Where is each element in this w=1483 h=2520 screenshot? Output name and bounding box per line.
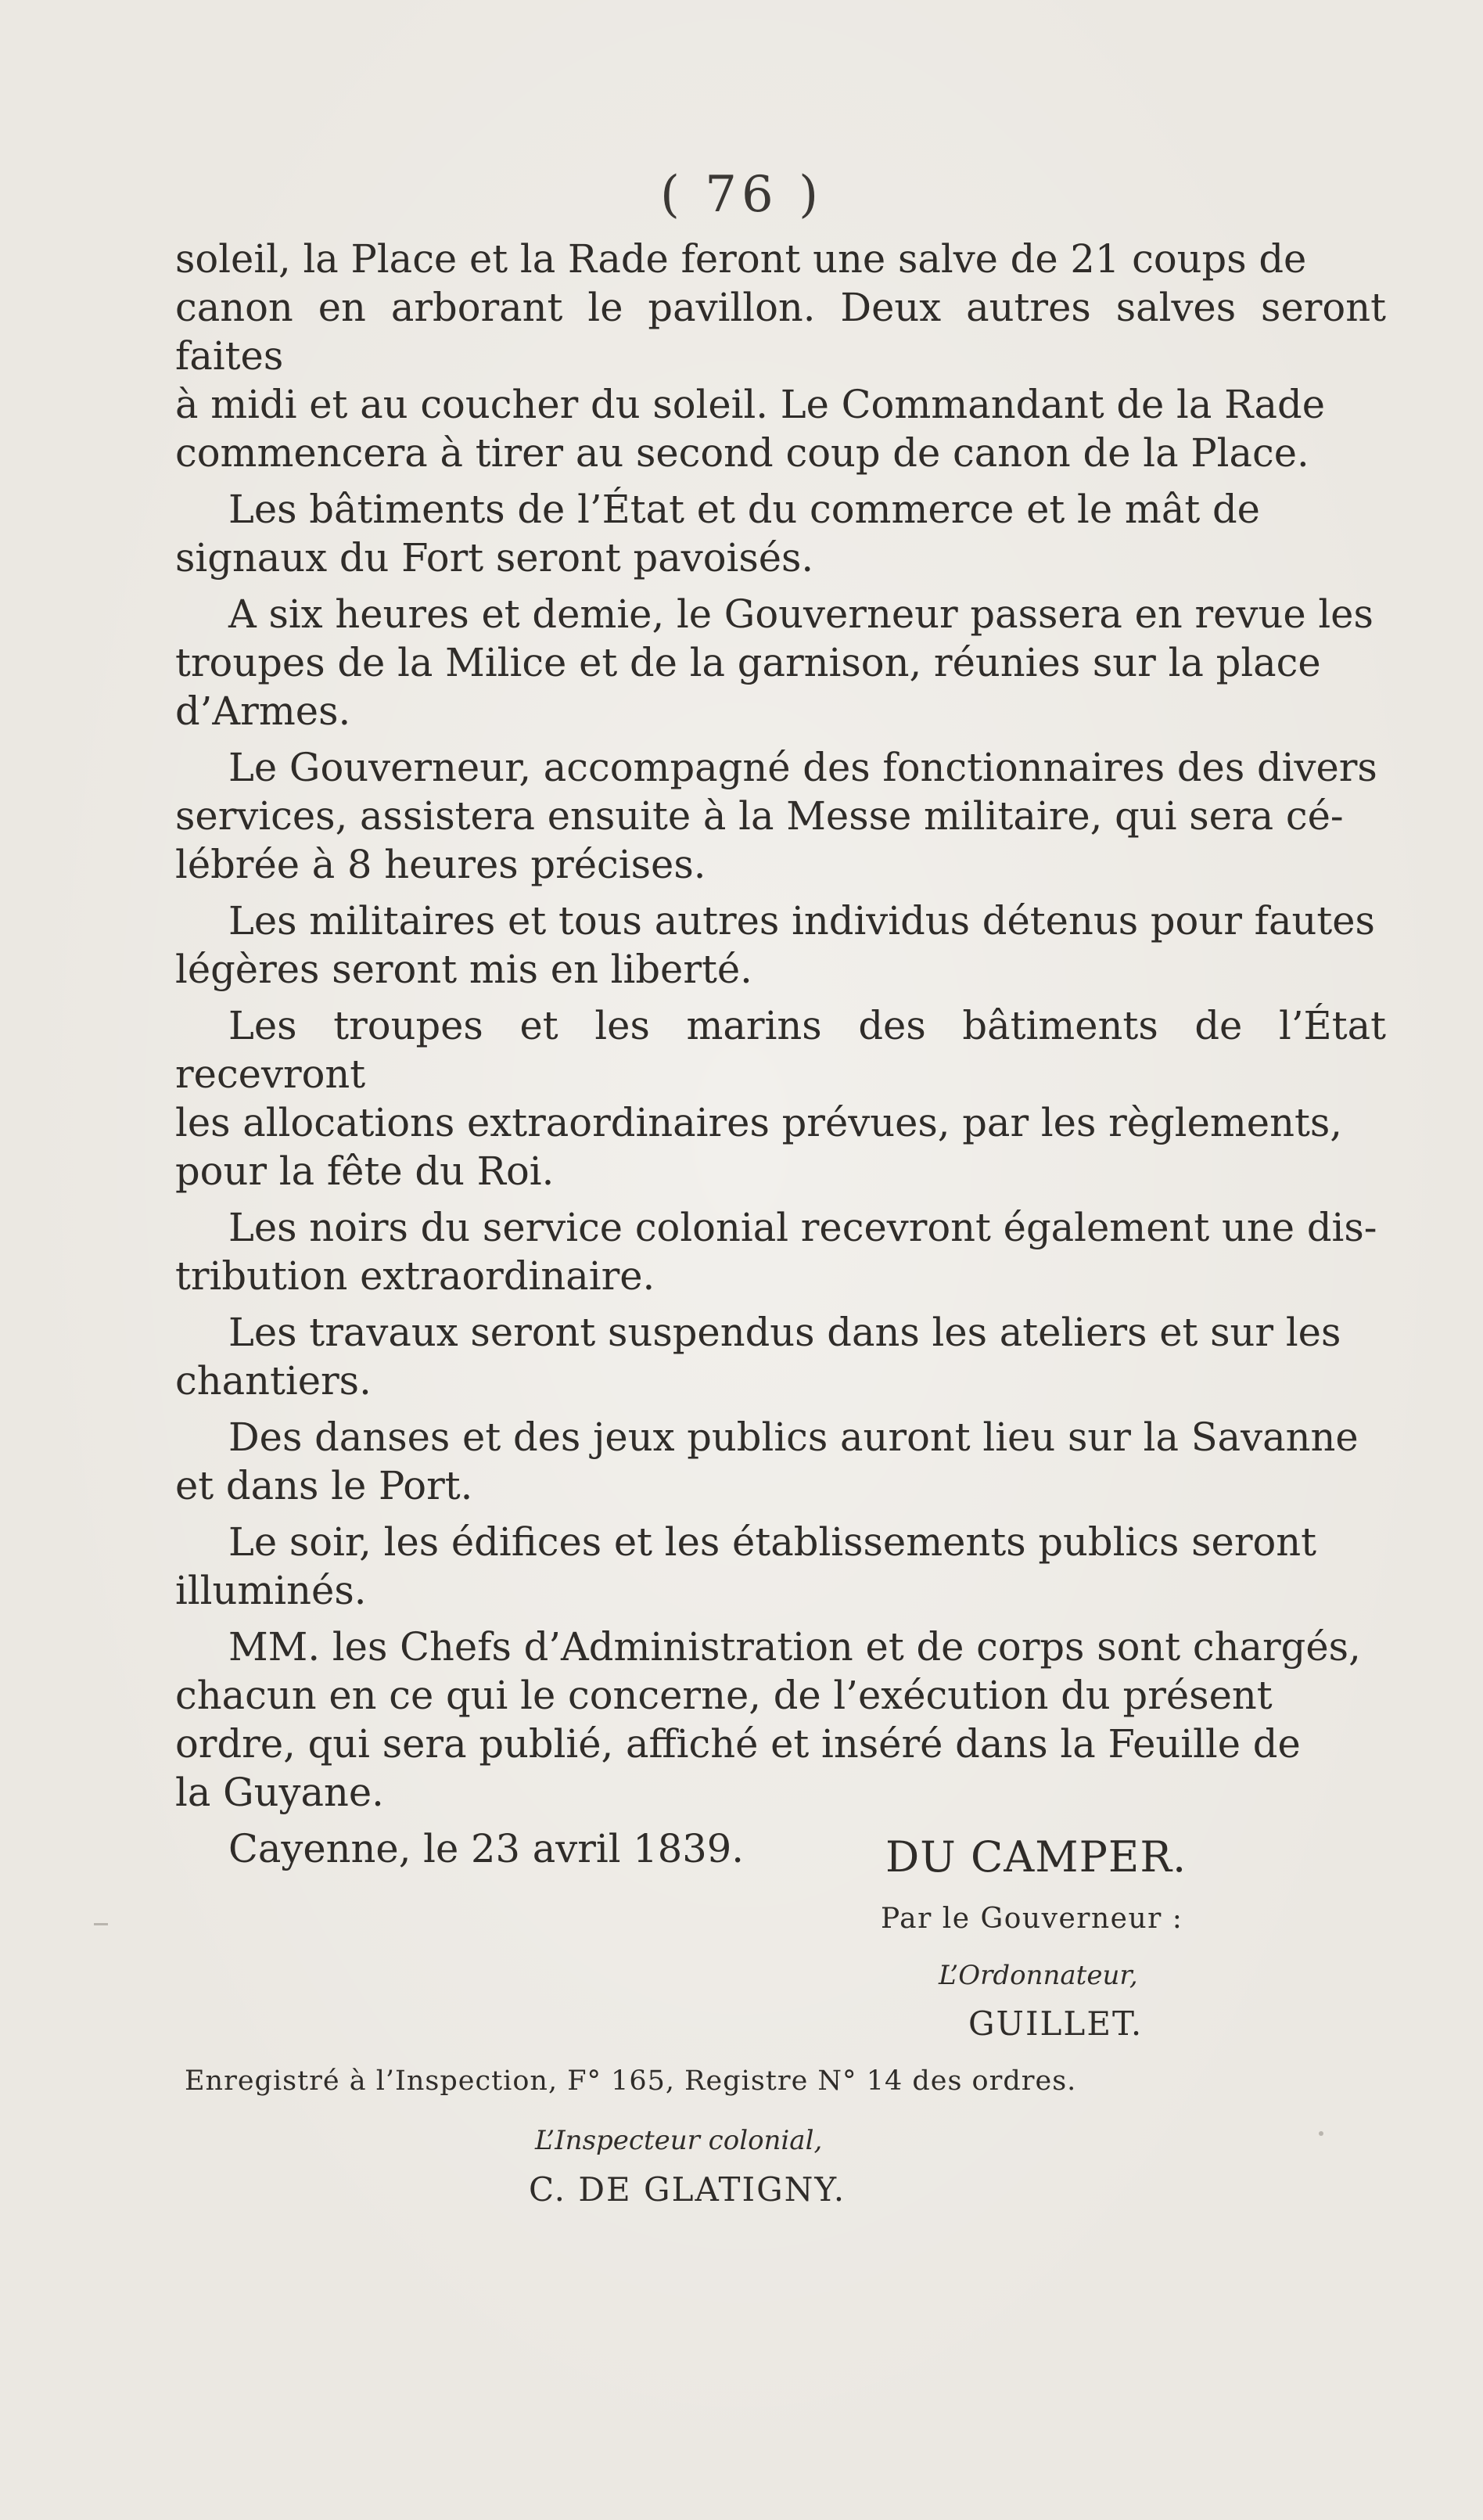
page-number: ( 76 ) [659, 166, 824, 224]
ordinance-body [175, 235, 1386, 1881]
paragraph-detainees: Les militaires et tous autres individus détenus pour fautes légères seront mis en liberté. [175, 898, 1375, 992]
inspector-name: C. DE GLATIGNY. [529, 2170, 846, 2209]
signature-ordonnateur-title: L’Ordonnateur, [939, 1960, 1138, 1991]
paragraph-illumination: Le soir, les édifices et les établissements publics seront illuminés. [175, 1519, 1317, 1613]
inspector-title: L’Inspecteur colonial, [535, 2125, 823, 2156]
paragraph-distribution: Les noirs du service colonial recevront également une dis- tribution extraordinaire. [175, 1205, 1377, 1299]
signature-ordonnateur-name: GUILLET. [968, 2004, 1144, 2043]
paragraph-mass: Le Gouverneur, accompagné des fonctionnaires des divers services, assistera ensuite à la Messe militaire, qui sera cé- lébrée à 8 heures précises. [175, 745, 1377, 887]
paragraph-salutes: soleil, la Place et la Rade feront une salve de 21 coups de canon en arborant le pavillon. Deux autres salves seront faites à midi et au coucher du soleil. Le Commandant de la Rade commencera à tirer au second coup de canon de la Place. [175, 236, 1386, 476]
margin-dot-mark [1319, 2131, 1323, 2136]
registration-line: Enregistré à l’Inspection, F° 165, Registre N° 14 des ordres. [185, 2065, 1077, 2097]
margin-dash-mark [94, 1923, 108, 1925]
signature-par-le-gouverneur: Par le Gouverneur : [881, 1903, 1183, 1935]
paragraph-date-place: Cayenne, le 23 avril 1839. [228, 1826, 744, 1871]
paragraph-allocations: Les troupes et les marins des bâtiments de l’État recevront les allocations extraordinaires prévues, par les règlements, pour la fête du Roi. [175, 1003, 1386, 1194]
paragraph-works: Les travaux seront suspendus dans les ateliers et sur les chantiers. [175, 1310, 1341, 1404]
paragraph-dances: Des danses et des jeux publics auront lieu sur la Savanne et dans le Port. [175, 1415, 1359, 1508]
signature-governor: DU CAMPER. [885, 1832, 1187, 1882]
paragraph-execution: MM. les Chefs d’Administration et de corps sont chargés, chacun en ce qui le concerne, de l’exécution du présent ordre, qui sera publié, affiché et inséré dans la Feuille de la Guyane. [175, 1624, 1361, 1815]
paragraph-review: A six heures et demie, le Gouverneur passera en revue les troupes de la Milice et de la garnison, réunies sur la place d’Armes. [175, 591, 1373, 734]
paragraph-ships-flags: Les bâtiments de l’État et du commerce et le mât de signaux du Fort seront pavoisés. [175, 487, 1260, 581]
